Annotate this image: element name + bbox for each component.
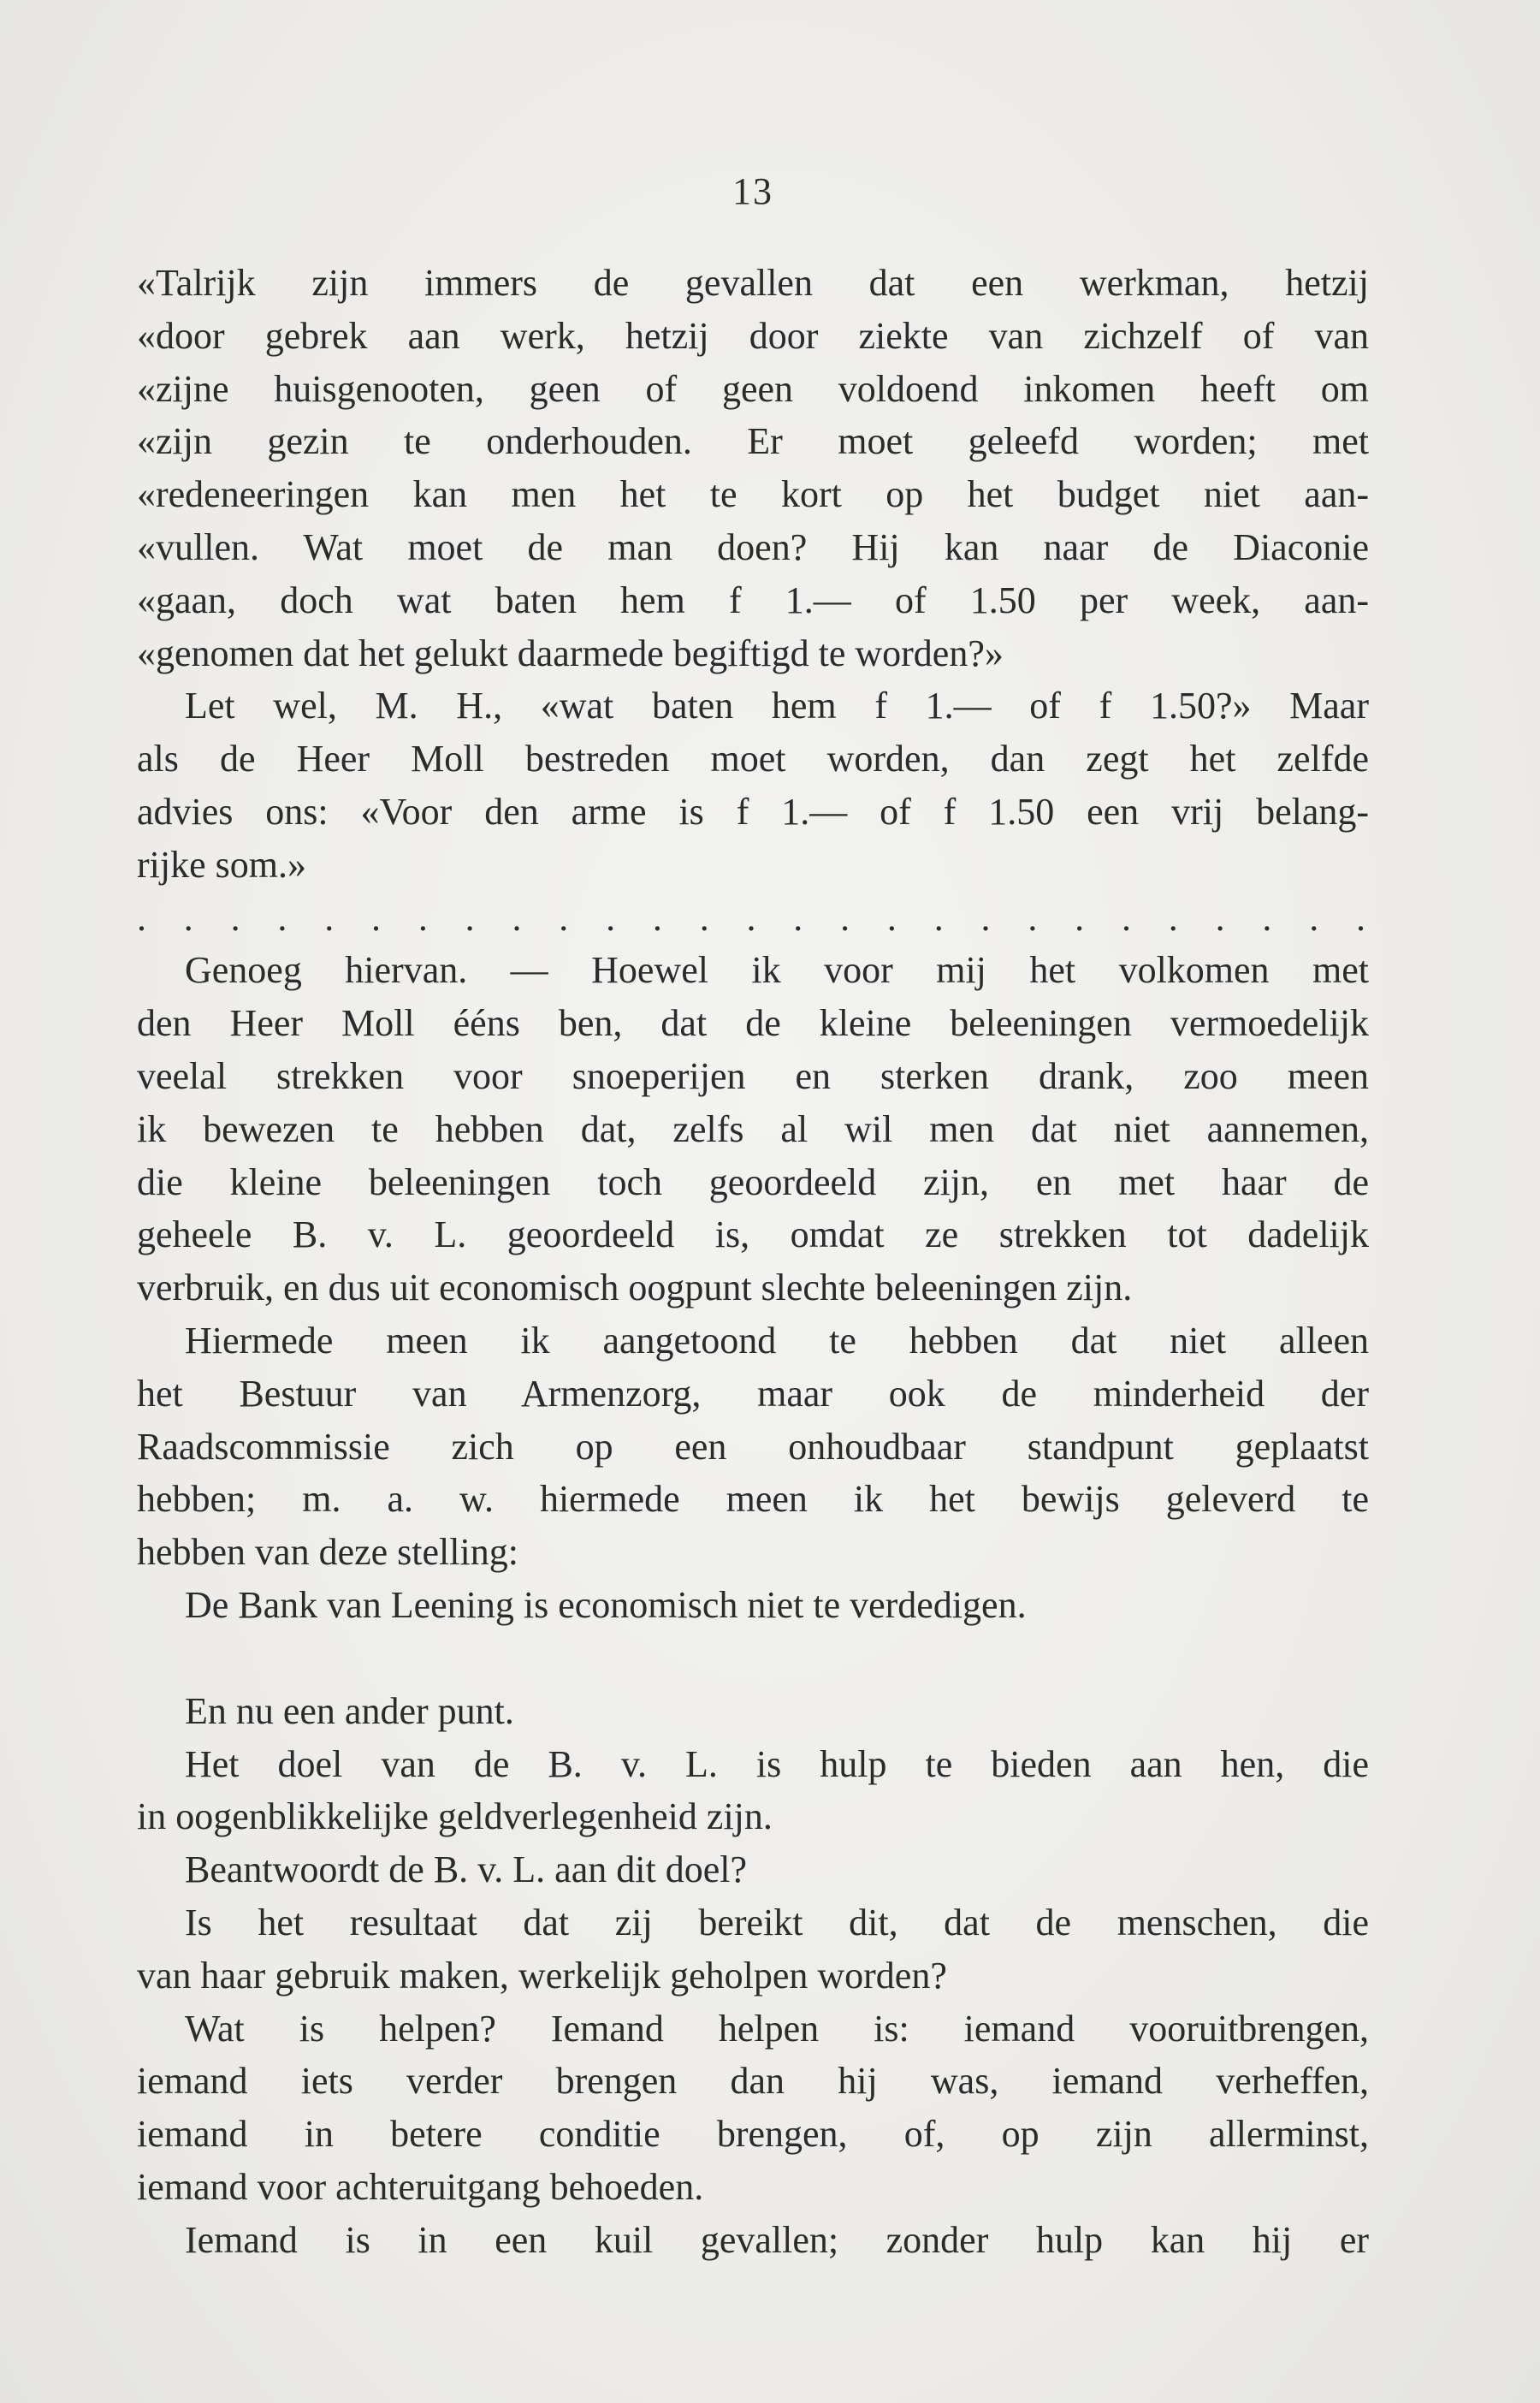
text-line: het Bestuur van Armenzorg, maar ook de minderheid der [137, 1372, 1369, 1415]
text-line: verbruik, en dus uit economisch oogpunt slechte beleeningen zijn. [137, 1267, 1133, 1309]
text-line: Is het resultaat dat zij bereikt dit, dat de menschen, die [185, 1901, 1369, 1943]
body-text [137, 257, 1369, 2266]
page-number: 13 [732, 170, 773, 212]
text-line: Genoeg hiervan. — Hoewel ik voor mij het volkomen met [185, 949, 1369, 992]
text-line: iemand voor achteruitgang behoeden. [137, 2165, 704, 2208]
text-line: veelal strekken voor snoeperijen en sterken drank, zoo meen [137, 1054, 1369, 1097]
text-line: «zijne huisgenooten, geen of geen voldoend inkomen heeft om [137, 367, 1369, 410]
thesis-statement: De Bank van Leening is economisch niet te verdedigen. [185, 1583, 1027, 1626]
text-line: ik bewezen te hebben dat, zelfs al wil men dat niet aannemen, [137, 1107, 1369, 1150]
text-line: geheele B. v. L. geoordeeld is, omdat ze strekken tot dadelijk [137, 1213, 1369, 1256]
text-line: «gaan, doch wat baten hem f 1.— of 1.50 per week, aan- [137, 578, 1369, 621]
text-line: die kleine beleeningen toch geoordeeld zijn, en met haar de [137, 1160, 1369, 1203]
text-line: als de Heer Moll bestreden moet worden, dan zegt het zelfde [137, 738, 1369, 780]
text-line: advies ons: «Voor den arme is f 1.— of f 1.50 een vrij belang- [137, 790, 1369, 833]
text-line: van haar gebruik maken, werkelijk geholpen worden? [137, 1954, 947, 1997]
text-line: Hiermede meen ik aangetoond te hebben dat niet alleen [185, 1319, 1369, 1362]
text-line: «vullen. Wat moet de man doen? Hij kan naar de Diaconie [137, 525, 1369, 568]
text-line: Wat is helpen? Iemand helpen is: iemand vooruitbrengen, [185, 2007, 1369, 2050]
text-line: Let wel, M. H., «wat baten hem f 1.— of f 1.50?» Maar [185, 685, 1369, 727]
text-line: En nu een ander punt. [185, 1689, 514, 1732]
text-line: «genomen dat het gelukt daarmede begiftigd te worden?» [137, 632, 1004, 674]
text-line: Het doel van de B. v. L. is hulp te bieden aan hen, die [185, 1742, 1369, 1785]
text-line: «zijn gezin te onderhouden. Er moet geleefd worden; met [137, 420, 1369, 463]
text-line: rijke som.» [137, 843, 306, 886]
text-line: Beantwoordt de B. v. L. aan dit doel? [185, 1848, 747, 1891]
text-line: iemand iets verder brengen dan hij was, iemand verheffen, [137, 2060, 1369, 2103]
text-line: Iemand is in een kuil gevallen; zonder hulp kan hij er [185, 2218, 1369, 2261]
text-line: «redeneeringen kan men het te kort op het budget niet aan- [137, 473, 1369, 516]
text-line: den Heer Moll ééns ben, dat de kleine beleeningen vermoedelijk [137, 1002, 1369, 1045]
text-line: hebben; m. a. w. hiermede meen ik het bewijs geleverd te [137, 1478, 1369, 1521]
text-line: iemand in betere conditie brengen, of, op zijn allerminst, [137, 2113, 1369, 2156]
paragraph-gap [137, 1632, 1369, 1685]
text-line: «Talrijk zijn immers de gevallen dat een werkman, hetzij [137, 262, 1369, 304]
text-line: in oogenblikkelijke geldverlegenheid zijn. [137, 1795, 773, 1838]
text-line: hebben van deze stelling: [137, 1531, 518, 1574]
ellipsis-separator: . . . . . . . . . . . . . . . . . . . . . . . . . . . [137, 896, 1369, 939]
text-line: «door gebrek aan werk, hetzij door ziekte van zichzelf of van [137, 314, 1369, 357]
text-line: Raadscommissie zich op een onhoudbaar standpunt geplaatst [137, 1425, 1369, 1468]
